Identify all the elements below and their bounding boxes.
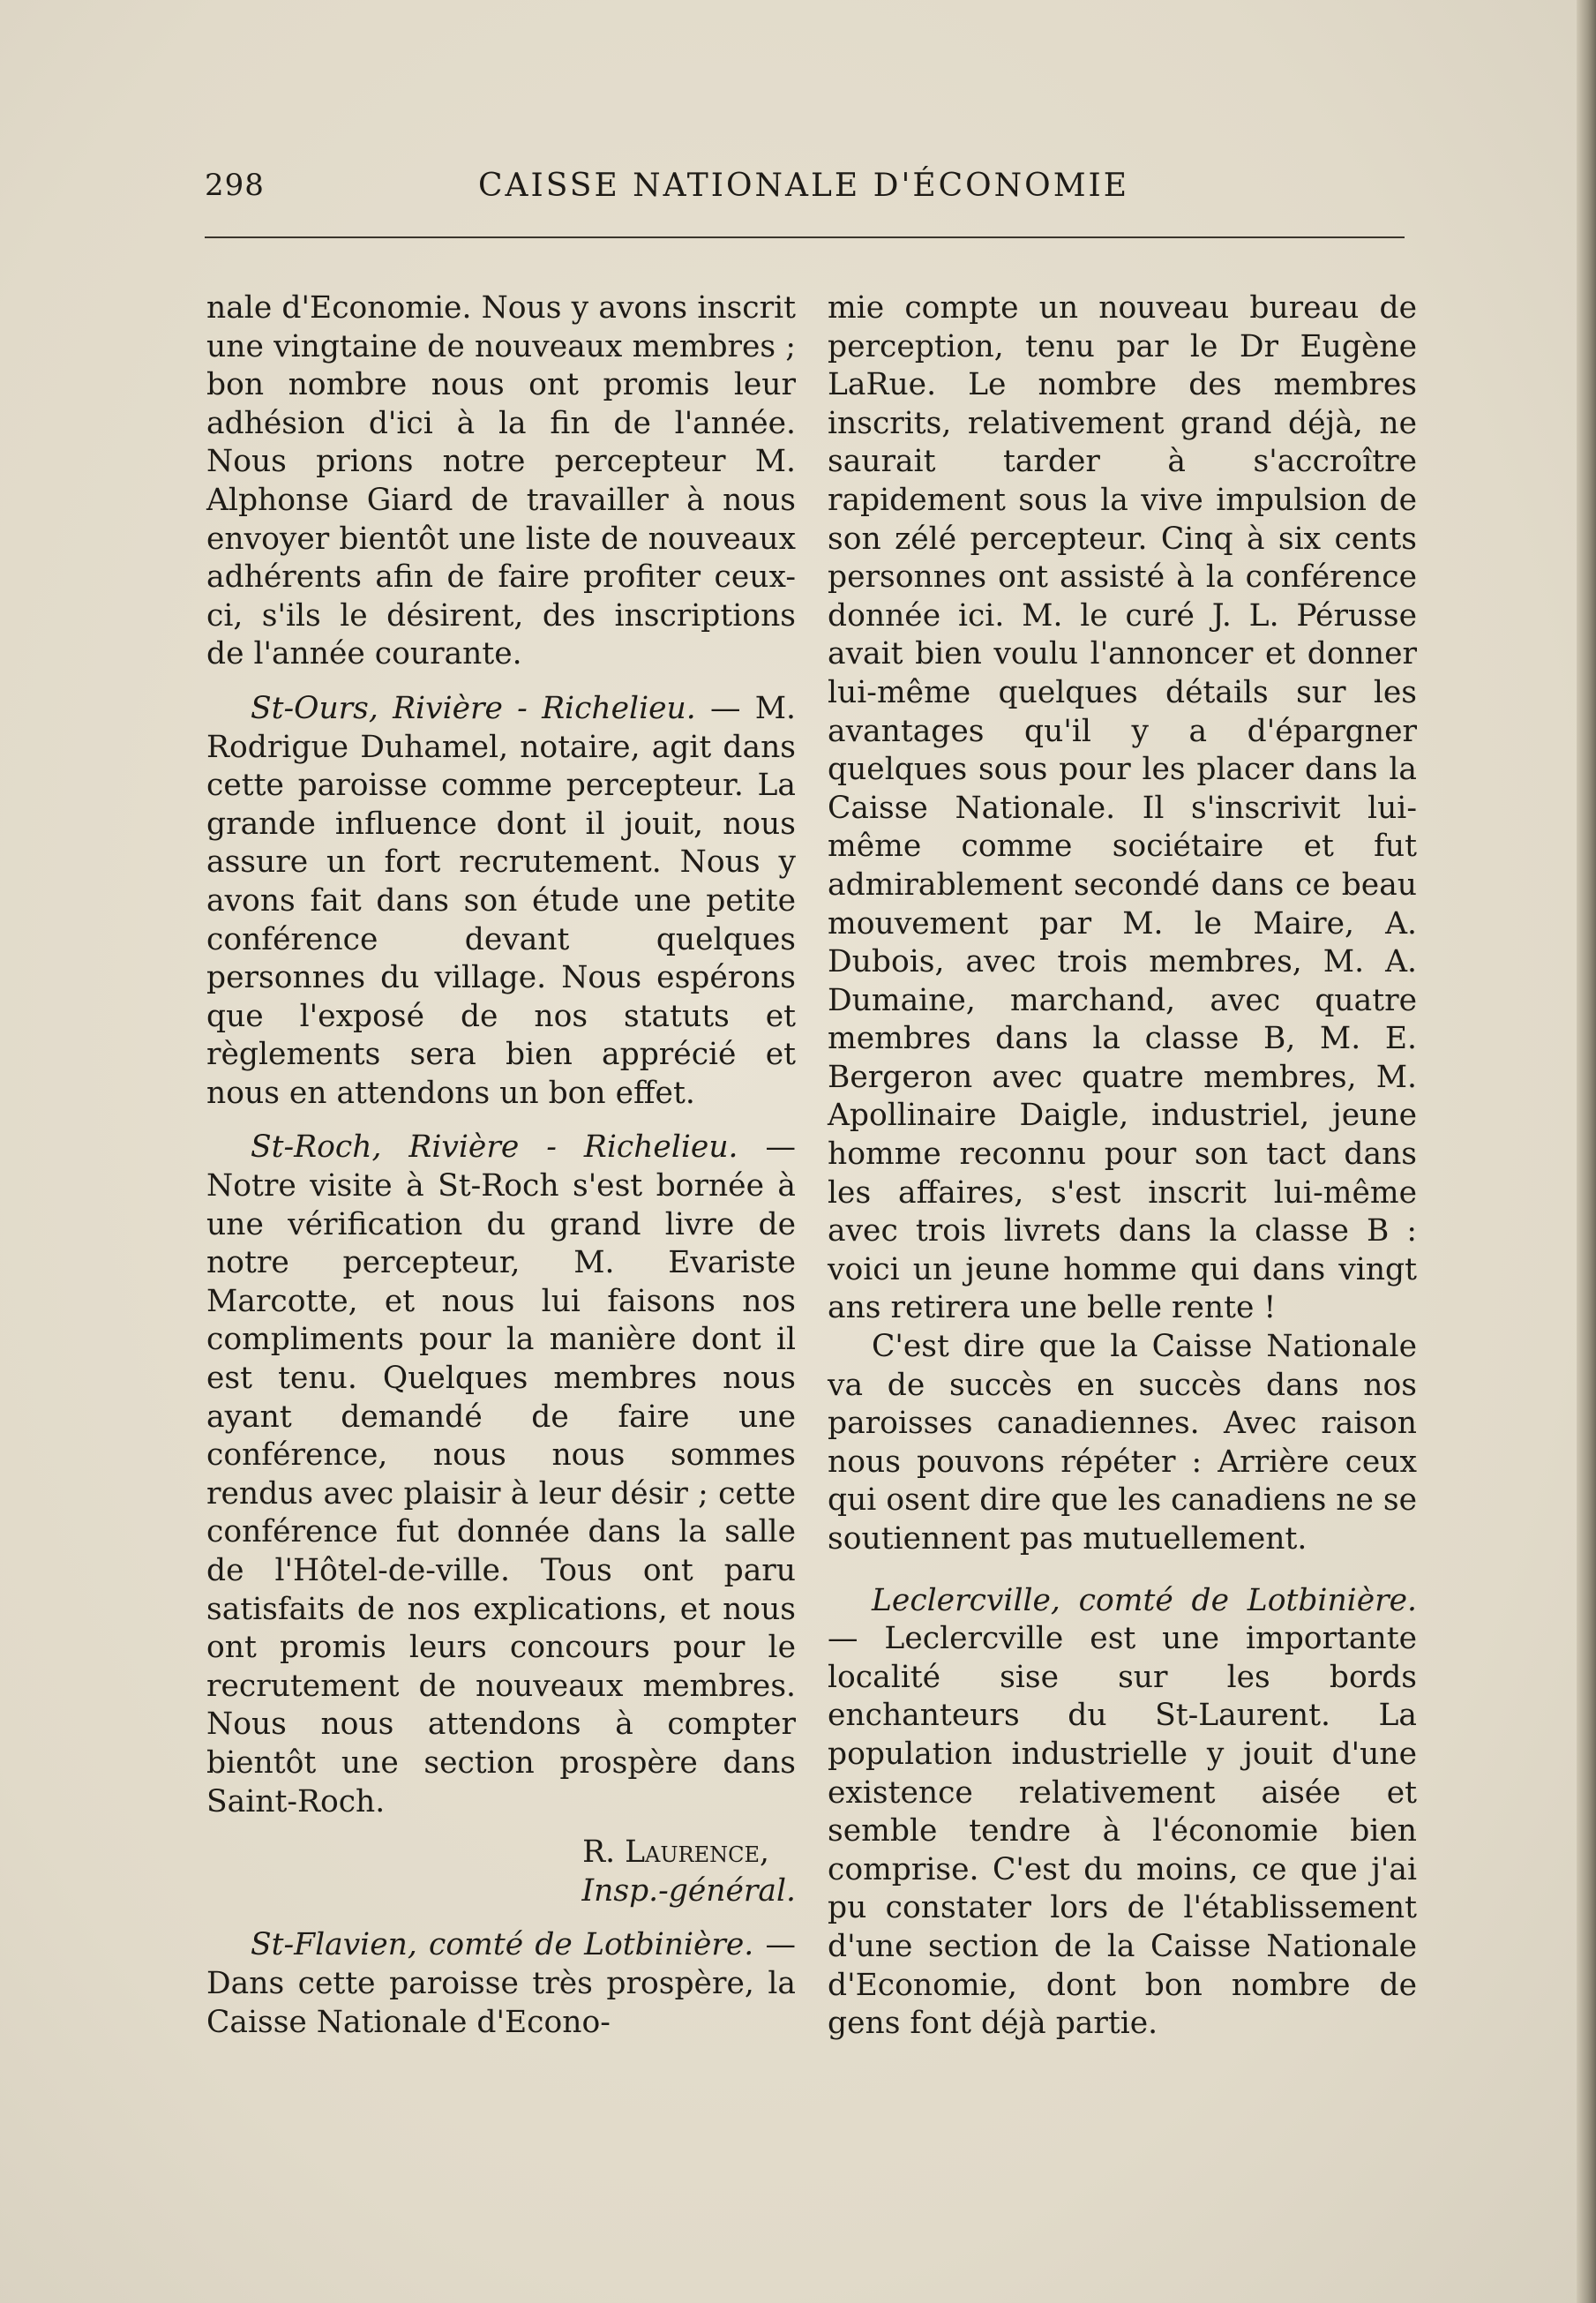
left-column — [206, 289, 796, 2042]
paragraph-st-flavien — [206, 1926, 796, 2042]
paragraph-text: — Notre visite à St-Roch s'est bornée à une vérification du grand livre de notre percepteur, M. Evariste Marcotte, et nous lui faisons nos compliments pour la manière dont il est tenu. Quelques membres nous ayant demandé de faire une conférence, nous nous sommes rendus avec plaisir à leur désir ; cette conférence fut donnée dans la salle de l'Hôtel-de-ville. Tous ont paru satisfaits de nos explications, et nous ont promis leurs concours pour le recrutement de nouveaux membres. Nous nous attendons à compter bientôt une section prospère dans Saint-Roch. — [206, 1129, 796, 1819]
signature-name: R. Laurence, — [582, 1834, 769, 1871]
paragraph-st-roch — [206, 1129, 796, 1821]
signature-title: Insp.-général. — [581, 1872, 796, 1909]
paragraph-text: — M. Rodrigue Duhamel, notaire, agit dans cette paroisse comme percepteur. La grande influence dont il jouit, nous assure un fort recrutement. Nous y avons fait dans son étude une petite conférence devant quelques personnes du village. Nous espérons que l'exposé de nos statuts et règlements sera bien apprécié et nous en attendons un bon effet. — [206, 690, 796, 1111]
right-column — [828, 289, 1417, 2044]
paragraph-text: — Dans cette paroisse très prospère, la Caisse Nationale d'Econo- — [206, 1927, 796, 2040]
place-heading-leclercville: Leclercville, comté de Lotbinière. — [872, 1582, 1417, 1618]
paragraph-continuation: nale d'Economie. Nous y avons inscrit une vingtaine de nouveaux membres ; bon nombre nous ont promis leur adhésion d'ici à la fin de l'année. Nous prions notre percepteur M. Alphonse Giard de travailler à nous envoyer bientôt une liste de nouveaux adhérents afin de faire profiter ceux-ci, s'ils le désirent, des inscriptions de l'année courante. — [206, 290, 796, 672]
paragraph-conclusion: C'est dire que la Caisse Nationale va de succès en succès dans nos paroisses canadiennes. Avec raison nous pouvons répéter : Arrière ceux qui osent dire que les canadiens ne se soutiennent pas mutuellement. — [828, 1329, 1417, 1557]
paragraph-text: — Leclercville est une importante localité sise sur les bords enchanteurs du St-Laurent. La population industrielle y jouit d'une existence relativement aisée et semble tendre à l'économie bien comprise. C'est du moins, ce que j'ai pu constater lors de l'établissement d'une section de la Caisse Nationale d'Economie, dont bon nombre de gens font déjà partie. — [828, 1621, 1417, 2042]
page-edge-shadow — [1577, 0, 1596, 2303]
running-title: CAISSE NATIONALE D'ÉCONOMIE — [478, 168, 1130, 204]
place-heading-st-roch: St-Roch, Rivière - Richelieu. — [251, 1129, 738, 1166]
paragraph-continuation: mie compte un nouveau bureau de perception, tenu par le Dr Eugène LaRue. Le nombre des membres inscrits, relativement grand déjà, ne saurait tarder à s'accroître rapidement sous la vive impulsion de son zélé percepteur. Cinq à six cents personnes ont assisté à la conférence donnée ici. M. le curé J. L. Pérusse avait bien voulu l'annoncer et donner lui-même quelques détails sur les avantages qu'il y a d'épargner quelques sous pour les placer dans la Caisse Nationale. Il s'inscrivit lui-même comme sociétaire et fut admirablement secondé dans ce beau mouvement par M. le Maire, A. Dubois, avec trois membres, M. A. Dumaine, marchand, avec quatre membres dans la classe B, M. E. Bergeron avec quatre membres, M. Apollinaire Daigle, industriel, jeune homme reconnu pour son tact dans les affaires, s'est inscrit lui-même avec trois livrets dans la classe B : voici un jeune homme qui dans vingt ans retirera une belle rente ! — [828, 290, 1417, 1326]
page-header — [205, 168, 1405, 212]
place-heading-st-ours: St-Ours, Rivière - Richelieu. — [251, 690, 696, 726]
header-rule — [205, 236, 1405, 238]
page-number: 298 — [205, 168, 265, 203]
paragraph-st-ours — [206, 690, 796, 1114]
paragraph-leclercville — [828, 1582, 1417, 2044]
place-heading-st-flavien: St-Flavien, comté de Lotbinière. — [251, 1927, 754, 1963]
